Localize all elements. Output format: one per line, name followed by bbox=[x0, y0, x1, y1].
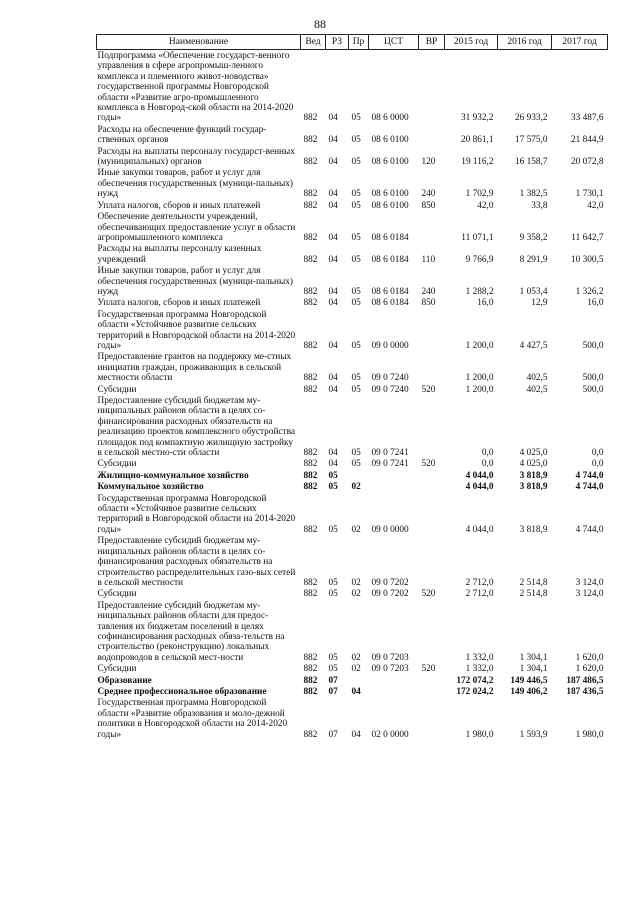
row-rz: 04 bbox=[328, 232, 338, 243]
row-amount-2017: 1 620,0 bbox=[575, 652, 604, 663]
row-amount-2017: 16,0 bbox=[587, 298, 604, 309]
table-row bbox=[97, 686, 608, 697]
row-cst bbox=[369, 686, 419, 697]
table-row bbox=[97, 167, 608, 199]
row-rz: 05 bbox=[328, 524, 338, 535]
row-ved: 882 bbox=[303, 589, 318, 600]
table-row bbox=[97, 470, 608, 481]
row-amount-2016: 12,9 bbox=[531, 298, 548, 309]
page-number: 88 bbox=[314, 17, 326, 31]
row-amount-2015: 1 980,0 bbox=[465, 729, 494, 740]
table-row bbox=[97, 351, 608, 383]
row-ved: 882 bbox=[303, 232, 318, 243]
row-vr bbox=[419, 675, 445, 686]
row-amount-2015: 19 116,2 bbox=[461, 157, 494, 168]
table-row bbox=[97, 458, 608, 469]
row-pr: 05 bbox=[351, 189, 361, 200]
row-pr: 05 bbox=[351, 373, 361, 384]
row-amount-2015: 31 932,2 bbox=[460, 113, 494, 124]
row-ved: 882 bbox=[303, 482, 318, 493]
row-rz: 04 bbox=[328, 448, 338, 459]
row-amount-2017: 10 300,5 bbox=[570, 254, 604, 265]
row-vr: 120 bbox=[421, 157, 436, 168]
row-amount-2016: 1 304,1 bbox=[519, 664, 548, 675]
table-row bbox=[97, 50, 608, 124]
row-ved: 882 bbox=[303, 254, 318, 265]
table-row bbox=[97, 663, 608, 674]
table-row bbox=[97, 535, 608, 588]
row-vr: 240 bbox=[421, 286, 436, 297]
row-ved: 882 bbox=[303, 524, 318, 535]
row-amount-2015: 2 712,0 bbox=[465, 577, 494, 588]
row-pr: 05 bbox=[351, 254, 361, 265]
row-name: Предоставление субсидий бюджетам му-ниципальных районов области для предос-тавления их бюджетам поселений в целях софинансирования расходных обяза-тельств на строительство (реконструкцию) локальных водопроводов в сельской мест-ности bbox=[97, 600, 285, 663]
row-rz: 04 bbox=[328, 157, 338, 168]
row-amount-2015: 20 861,1 bbox=[460, 135, 494, 146]
row-rz: 05 bbox=[328, 470, 338, 481]
header-cst: ЦСТ bbox=[369, 35, 419, 50]
row-amount-2016: 2 514,8 bbox=[519, 589, 548, 600]
table-row bbox=[97, 200, 608, 211]
row-name: Иные закупки товаров, работ и услуг для обеспечения государственных (муници-пальных) нужд bbox=[97, 266, 293, 297]
row-amount-2015: 4 044,0 bbox=[465, 470, 494, 481]
row-vr bbox=[419, 600, 445, 663]
row-cst: 09 0 7202 bbox=[371, 589, 409, 600]
row-pr: 02 bbox=[351, 589, 361, 600]
table-row bbox=[97, 124, 608, 146]
row-ved: 882 bbox=[303, 652, 318, 663]
row-ved: 882 bbox=[303, 448, 318, 459]
row-amount-2015: 1 200,0 bbox=[465, 340, 494, 351]
row-pr: 05 bbox=[351, 459, 361, 470]
row-cst: 09 0 7241 bbox=[371, 448, 409, 459]
table-row bbox=[97, 297, 608, 308]
row-name: Жилищно-коммунальное хозяйство bbox=[97, 470, 249, 481]
row-amount-2017: 500,0 bbox=[582, 340, 604, 351]
row-amount-2015: 1 200,0 bbox=[465, 373, 494, 384]
row-amount-2015: 42,0 bbox=[477, 200, 494, 211]
row-vr: 240 bbox=[421, 189, 436, 200]
header-2017: 2017 год bbox=[552, 35, 608, 50]
row-rz: 07 bbox=[328, 675, 338, 686]
row-name: Государственная программа Новгородской области «Устойчивое развитие сельских территорий в Новгородской области на 2014-2020 годы» bbox=[97, 309, 296, 351]
row-amount-2016: 1 053,4 bbox=[519, 286, 548, 297]
row-amount-2017: 187 486,5 bbox=[566, 675, 604, 686]
row-vr bbox=[419, 124, 445, 146]
row-name: Расходы на выплаты персоналу казенных учреждений bbox=[97, 244, 262, 265]
row-name: Образование bbox=[97, 675, 152, 686]
table-row bbox=[97, 395, 608, 458]
row-ved: 882 bbox=[303, 675, 318, 686]
row-amount-2017: 500,0 bbox=[582, 384, 604, 395]
header-name: Наименование bbox=[97, 35, 301, 50]
row-rz: 04 bbox=[328, 189, 338, 200]
row-pr bbox=[349, 675, 369, 686]
row-cst: 09 0 7202 bbox=[371, 577, 409, 588]
row-amount-2015: 1 200,0 bbox=[465, 384, 494, 395]
table-row bbox=[97, 697, 608, 740]
row-amount-2016: 9 358,2 bbox=[519, 232, 548, 243]
header-vr: ВР bbox=[419, 35, 445, 50]
row-pr: 02 bbox=[351, 664, 361, 675]
table-row bbox=[97, 265, 608, 297]
row-pr: 04 bbox=[351, 729, 361, 740]
row-amount-2015: 1 288,2 bbox=[465, 286, 494, 297]
table-row bbox=[97, 675, 608, 686]
row-pr: 05 bbox=[351, 157, 361, 168]
row-cst: 08 6 0184 bbox=[371, 298, 409, 309]
table-row bbox=[97, 493, 608, 536]
row-vr bbox=[419, 493, 445, 536]
row-amount-2017: 11 642,7 bbox=[571, 232, 604, 243]
row-name: Уплата налогов, сборов и иных платежей bbox=[97, 200, 261, 211]
row-vr: 520 bbox=[421, 459, 436, 470]
row-vr: 110 bbox=[421, 254, 436, 265]
row-amount-2017: 500,0 bbox=[582, 373, 604, 384]
row-amount-2015: 1 702,9 bbox=[465, 189, 494, 200]
row-vr bbox=[419, 309, 445, 352]
row-name: Иные закупки товаров, работ и услуг для обеспечения государственных (муници-пальных) нужд bbox=[97, 168, 293, 200]
row-cst bbox=[369, 481, 419, 492]
row-amount-2016: 26 933,2 bbox=[514, 113, 548, 124]
row-ved: 882 bbox=[303, 577, 318, 588]
row-amount-2015: 11 071,1 bbox=[461, 232, 494, 243]
row-amount-2016: 402,5 bbox=[526, 373, 548, 384]
row-amount-2017: 42,0 bbox=[587, 200, 604, 211]
header-pr: Пр bbox=[349, 35, 369, 50]
row-amount-2016: 4 025,0 bbox=[519, 448, 548, 459]
row-rz: 04 bbox=[328, 135, 338, 146]
row-amount-2017: 4 744,0 bbox=[575, 470, 604, 481]
row-amount-2015: 1 332,0 bbox=[465, 664, 494, 675]
row-vr bbox=[419, 50, 445, 124]
row-pr: 05 bbox=[351, 232, 361, 243]
row-name: Расходы на выплаты персоналу государст-венных (муниципальных) органов bbox=[97, 146, 295, 168]
table-row bbox=[97, 211, 608, 243]
row-rz: 04 bbox=[328, 373, 338, 384]
row-vr bbox=[419, 481, 445, 492]
row-pr: 02 bbox=[351, 524, 361, 535]
table-row bbox=[97, 600, 608, 663]
row-cst: 08 6 0100 bbox=[371, 157, 409, 168]
row-rz: 05 bbox=[328, 664, 338, 675]
row-vr bbox=[419, 686, 445, 697]
row-pr: 05 bbox=[351, 298, 361, 309]
row-amount-2015: 0,0 bbox=[481, 459, 494, 470]
row-name: Субсидии bbox=[97, 459, 137, 470]
row-amount-2017: 4 744,0 bbox=[575, 524, 604, 535]
row-pr: 05 bbox=[351, 448, 361, 459]
row-cst: 09 0 7240 bbox=[371, 373, 409, 384]
row-cst: 08 6 0000 bbox=[371, 113, 409, 124]
row-ved: 882 bbox=[303, 157, 318, 168]
row-pr: 05 bbox=[351, 113, 361, 124]
row-pr: 05 bbox=[351, 340, 361, 351]
row-name: Субсидии bbox=[97, 589, 137, 600]
row-amount-2016: 16 158,7 bbox=[514, 157, 548, 168]
budget-table bbox=[96, 34, 608, 740]
row-name: Среднее профессиональное образование bbox=[97, 686, 267, 697]
row-amount-2016: 1 304,1 bbox=[519, 652, 548, 663]
row-vr bbox=[419, 395, 445, 458]
row-rz: 07 bbox=[328, 686, 338, 697]
row-name: Подпрограмма «Обеспечение государст-венного управления в сфере агропромыш-ленного комплекса и племенного живот-новодства» государственной программы Новгородской области «Развитие агро-промышленного комплекса в Новгород-ской области на 2014-2020 годы» bbox=[97, 51, 294, 124]
row-name: Государственная программа Новгородской области «Развитие образования и моло-дежной политики в Новгородской области на 2014-2020 годы» bbox=[97, 698, 288, 740]
row-amount-2017: 1 730,1 bbox=[575, 189, 604, 200]
row-vr: 520 bbox=[421, 664, 436, 675]
row-cst: 09 0 7203 bbox=[371, 652, 409, 663]
header-ved: Вед bbox=[301, 35, 326, 50]
row-vr bbox=[419, 470, 445, 481]
row-ved: 882 bbox=[303, 384, 318, 395]
row-amount-2017: 0,0 bbox=[591, 448, 604, 459]
row-cst: 08 6 0100 bbox=[371, 189, 409, 200]
row-amount-2016: 3 818,9 bbox=[519, 470, 548, 481]
row-ved: 882 bbox=[303, 298, 318, 309]
row-name: Расходы на обеспечение функций государ-ственных органов bbox=[97, 124, 267, 146]
row-amount-2016: 149 406,2 bbox=[510, 686, 548, 697]
row-amount-2017: 0,0 bbox=[591, 459, 604, 470]
row-amount-2015: 1 332,0 bbox=[465, 652, 494, 663]
row-amount-2015: 172 024,2 bbox=[456, 686, 494, 697]
row-amount-2015: 4 044,0 bbox=[465, 524, 494, 535]
row-amount-2016: 8 291,9 bbox=[519, 254, 548, 265]
row-amount-2015: 2 712,0 bbox=[465, 589, 494, 600]
row-ved: 882 bbox=[303, 200, 318, 211]
row-name: Государственная программа Новгородской области «Устойчивое развитие сельских территорий в Новгородской области на 2014-2020 годы» bbox=[97, 493, 296, 535]
row-cst: 08 6 0184 bbox=[371, 254, 409, 265]
row-ved: 882 bbox=[303, 459, 318, 470]
row-cst: 08 6 0100 bbox=[371, 135, 409, 146]
row-amount-2017: 3 124,0 bbox=[575, 589, 604, 600]
row-cst bbox=[369, 470, 419, 481]
row-pr: 04 bbox=[351, 686, 361, 697]
row-name: Обеспечение деятельности учреждений, обеспечивающих предоставление услуг в области агропромышленного комплекса bbox=[97, 212, 296, 243]
row-amount-2015: 16,0 bbox=[477, 298, 494, 309]
row-rz: 04 bbox=[328, 113, 338, 124]
row-ved: 882 bbox=[303, 664, 318, 675]
row-amount-2017: 1 620,0 bbox=[575, 664, 604, 675]
row-amount-2017: 1 980,0 bbox=[575, 729, 604, 740]
row-rz: 07 bbox=[328, 729, 338, 740]
row-rz: 04 bbox=[328, 459, 338, 470]
row-vr bbox=[419, 211, 445, 243]
row-amount-2016: 3 818,9 bbox=[519, 482, 548, 493]
row-amount-2017: 1 326,2 bbox=[575, 286, 604, 297]
row-ved: 882 bbox=[303, 286, 318, 297]
row-rz: 04 bbox=[328, 298, 338, 309]
row-name: Уплата налогов, сборов и иных платежей bbox=[97, 298, 261, 309]
row-amount-2015: 0,0 bbox=[481, 448, 494, 459]
row-rz: 04 bbox=[328, 286, 338, 297]
row-name: Коммунальное хозяйство bbox=[97, 482, 204, 493]
row-rz: 05 bbox=[328, 577, 338, 588]
table-row bbox=[97, 588, 608, 599]
row-amount-2016: 1 382,5 bbox=[519, 189, 548, 200]
row-amount-2017: 20 072,8 bbox=[570, 157, 604, 168]
row-ved: 882 bbox=[303, 729, 318, 740]
row-name: Субсидии bbox=[97, 664, 137, 675]
row-vr: 520 bbox=[421, 589, 436, 600]
row-cst: 08 6 0100 bbox=[371, 200, 409, 211]
row-amount-2016: 33,8 bbox=[531, 200, 548, 211]
row-name: Предоставление субсидий бюджетам му-ниципальных районов области в целях со-финансирования расходных обязательств на реализацию проектов комплексного обустройства площадок под компактную жилищную застройку в сельской местно-сти области bbox=[97, 396, 295, 459]
row-pr: 02 bbox=[351, 482, 361, 493]
header-2016: 2016 год bbox=[498, 35, 552, 50]
row-pr: 05 bbox=[351, 286, 361, 297]
table-row bbox=[97, 146, 608, 168]
row-ved: 882 bbox=[303, 686, 318, 697]
row-ved: 882 bbox=[303, 189, 318, 200]
row-cst: 09 0 7240 bbox=[371, 384, 409, 395]
row-rz: 04 bbox=[328, 384, 338, 395]
row-vr: 850 bbox=[421, 200, 436, 211]
row-pr: 05 bbox=[351, 384, 361, 395]
row-name: Субсидии bbox=[97, 384, 137, 395]
row-rz: 04 bbox=[328, 200, 338, 211]
row-ved: 882 bbox=[303, 113, 318, 124]
table-row bbox=[97, 384, 608, 395]
row-amount-2017: 33 487,6 bbox=[570, 113, 604, 124]
row-name: Предоставление субсидий бюджетам му-ниципальных районов области в целях со-финансирования расходных обязательств на строительство распределительных газо-вых сетей в сельской местности bbox=[97, 536, 296, 588]
row-ved: 882 bbox=[303, 340, 318, 351]
header-rz: РЗ bbox=[326, 35, 349, 50]
table-row bbox=[97, 309, 608, 352]
row-ved: 882 bbox=[303, 135, 318, 146]
row-amount-2016: 17 575,0 bbox=[514, 135, 548, 146]
row-amount-2015: 9 766,9 bbox=[465, 254, 494, 265]
row-vr bbox=[419, 697, 445, 740]
row-pr: 05 bbox=[351, 135, 361, 146]
row-amount-2016: 149 446,5 bbox=[510, 675, 548, 686]
row-amount-2016: 4 025,0 bbox=[519, 459, 548, 470]
row-pr: 02 bbox=[351, 577, 361, 588]
row-amount-2015: 4 044,0 bbox=[465, 482, 494, 493]
table-row bbox=[97, 243, 608, 265]
row-cst: 08 6 0184 bbox=[371, 232, 409, 243]
row-ved: 882 bbox=[303, 470, 318, 481]
row-rz: 05 bbox=[328, 482, 338, 493]
header-row bbox=[97, 35, 608, 50]
row-rz: 05 bbox=[328, 589, 338, 600]
row-amount-2017: 3 124,0 bbox=[575, 577, 604, 588]
row-cst bbox=[369, 675, 419, 686]
row-amount-2015: 172 074,2 bbox=[456, 675, 494, 686]
row-pr: 02 bbox=[351, 652, 361, 663]
row-rz: 05 bbox=[328, 652, 338, 663]
row-name: Предоставление грантов на поддержку ме-стных инициатив граждан, проживающих в сельской местности области bbox=[97, 352, 292, 384]
row-amount-2016: 3 818,9 bbox=[519, 524, 548, 535]
table-row bbox=[97, 481, 608, 492]
row-amount-2017: 187 436,5 bbox=[566, 686, 604, 697]
row-cst: 09 0 0000 bbox=[371, 524, 409, 535]
row-amount-2016: 4 427,5 bbox=[519, 340, 548, 351]
row-amount-2016: 402,5 bbox=[526, 384, 548, 395]
row-rz: 04 bbox=[328, 254, 338, 265]
row-pr bbox=[349, 470, 369, 481]
row-pr: 05 bbox=[351, 200, 361, 211]
row-vr bbox=[419, 535, 445, 588]
row-cst: 02 0 0000 bbox=[371, 729, 409, 740]
row-rz: 04 bbox=[328, 340, 338, 351]
row-ved: 882 bbox=[303, 373, 318, 384]
row-vr: 520 bbox=[421, 384, 436, 395]
row-vr bbox=[419, 351, 445, 383]
row-amount-2017: 4 744,0 bbox=[575, 482, 604, 493]
row-amount-2017: 21 844,9 bbox=[570, 135, 604, 146]
row-cst: 09 0 7203 bbox=[371, 664, 409, 675]
header-2015: 2015 год bbox=[445, 35, 498, 50]
row-amount-2016: 1 593,9 bbox=[519, 729, 548, 740]
row-cst: 09 0 7241 bbox=[371, 459, 409, 470]
row-cst: 09 0 0000 bbox=[371, 340, 409, 351]
row-amount-2016: 2 514,8 bbox=[519, 577, 548, 588]
row-vr: 850 bbox=[421, 298, 436, 309]
row-cst: 08 6 0184 bbox=[371, 286, 409, 297]
